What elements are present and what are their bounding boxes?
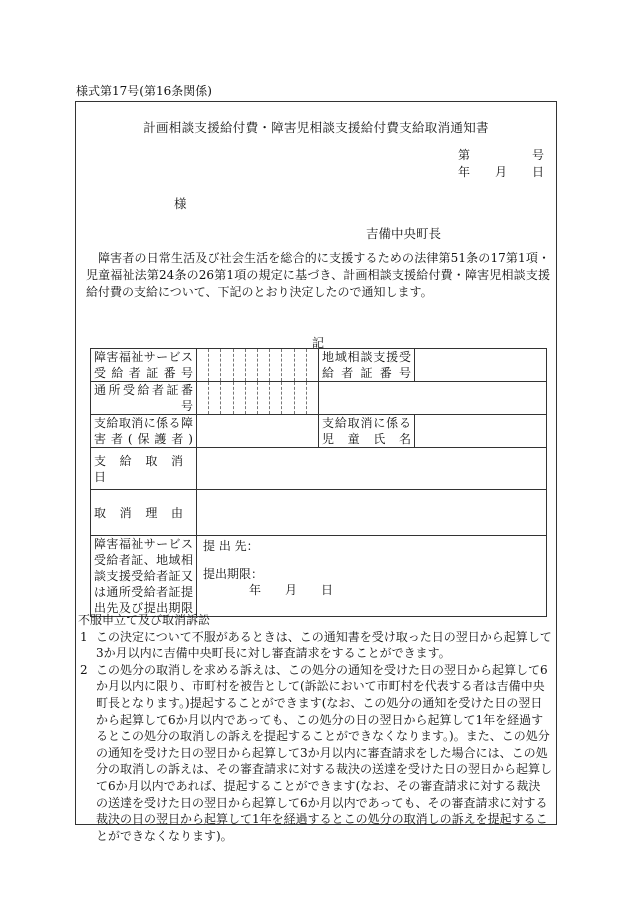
guardian-label: 支給取消に係る障害者(保護者) bbox=[91, 415, 197, 448]
list-item bbox=[76, 662, 552, 845]
day-care-label-line2: 号 bbox=[180, 399, 193, 413]
details-table bbox=[90, 348, 547, 617]
notice-body: 障害者の日常生活及び社会生活を総合的に支援するための法律第51条の17第1項・児童福祉法第24条の26第1項の規定に基づき、計画相談支援給付費・障害児相談支援給付費の支給について、下記のとおり決定したので通知します。 bbox=[86, 251, 550, 299]
day-care-certificate-number-cells[interactable] bbox=[197, 382, 319, 415]
date-year: 年 bbox=[458, 165, 471, 179]
number-suffix: 号 bbox=[531, 148, 544, 162]
note-text: この決定について不服があるときは、この通知書を受け取った日の翌日から起算して3か月以内に吉備中央町長に対し審査請求をすることができます。 bbox=[96, 629, 552, 661]
number-prefix: 第 bbox=[458, 148, 471, 162]
date-day: 日 bbox=[531, 165, 544, 179]
addressee-suffix: 様 bbox=[174, 196, 187, 211]
table-row bbox=[91, 415, 547, 448]
table-row bbox=[91, 490, 547, 536]
document-frame bbox=[75, 101, 557, 843]
deadline-date: 年 月 日 bbox=[249, 583, 334, 597]
date-month: 月 bbox=[494, 165, 507, 179]
note-text: この処分の取消しを求める訴えは、この処分の通知を受けた日の翌日から起算して6か月以内に限り、市町村を被告として(訴訟において市町村を代表する者は吉備中央町長となります。)提起することができます(なお、この処分の通知を受けた日の翌日から起算して6か月以内であっても、この処分の日の翌日から起算して1年を経過するとこの処分の取消しの訴えを提起することができなくなります。)。また、この処分の通知を受けた日の翌日から起算して3か月以内に審査請求をした場合には、この処分の取消しの訴えは、その審査請求に対する裁決の送達を受けた日の翌日から起算して6か月以内であれば、提起することができます(なお、その審査請求に対する裁決の送達を受けた日の翌日から起算して6か月以内であっても、その審査請求に対する裁決の日の翌日から起算して1年を経過するとこの処分の取消しの訴えを提起することができなくなります)。 bbox=[96, 662, 553, 843]
day-care-label-line1: 通所受給者証番 bbox=[94, 383, 193, 397]
community-certificate-number-cell[interactable] bbox=[415, 349, 547, 382]
cancellation-reason-value-cell[interactable] bbox=[197, 490, 547, 536]
list-item bbox=[76, 629, 552, 662]
appeal-notes-heading: 不服申立て及び取消訴訟 bbox=[78, 613, 211, 627]
cancellation-reason-label: 取消理由 bbox=[91, 490, 197, 536]
document-date-line bbox=[458, 163, 544, 180]
table-row bbox=[91, 349, 547, 382]
service-certificate-number-cells[interactable] bbox=[197, 349, 319, 382]
submit-to-label: 提 出 先： bbox=[203, 539, 259, 553]
ki-heading: 記 bbox=[312, 336, 325, 350]
document-number-line bbox=[458, 146, 544, 163]
note-number: 1 bbox=[80, 629, 88, 644]
community-certificate-label: 地域相談支援受給者証番号 bbox=[319, 349, 415, 382]
document-title: 計画相談支援給付費・障害児相談支援給付費支給取消通知書 bbox=[143, 120, 489, 135]
cancellation-date-label: 支給取消日 bbox=[91, 448, 197, 490]
cancellation-date-value-cell[interactable] bbox=[197, 448, 547, 490]
appeal-notes bbox=[76, 612, 552, 844]
submission-value-cell[interactable] bbox=[197, 536, 547, 617]
child-name-label: 支給取消に係る児 童 氏 名 bbox=[319, 415, 415, 448]
service-certificate-label: 障害福祉サービス受給者証番号 bbox=[91, 349, 197, 382]
table-row bbox=[91, 382, 547, 415]
child-name-value-cell[interactable] bbox=[415, 415, 547, 448]
guardian-value-cell[interactable] bbox=[197, 415, 319, 448]
issuer-name: 吉備中央町長 bbox=[366, 226, 442, 241]
form-number-label: 様式第17号(第16条関係) bbox=[76, 84, 212, 98]
day-care-blank-cell[interactable] bbox=[319, 382, 547, 415]
submission-label: 障害福祉サービス受給者証、地域相談支援受給者証又は通所受給者証提出先及び提出期限 bbox=[91, 536, 197, 617]
table-row bbox=[91, 448, 547, 490]
deadline-label: 提出期限： bbox=[203, 567, 264, 581]
day-care-certificate-label bbox=[91, 382, 197, 415]
note-number: 2 bbox=[80, 662, 88, 677]
table-row bbox=[91, 536, 547, 617]
